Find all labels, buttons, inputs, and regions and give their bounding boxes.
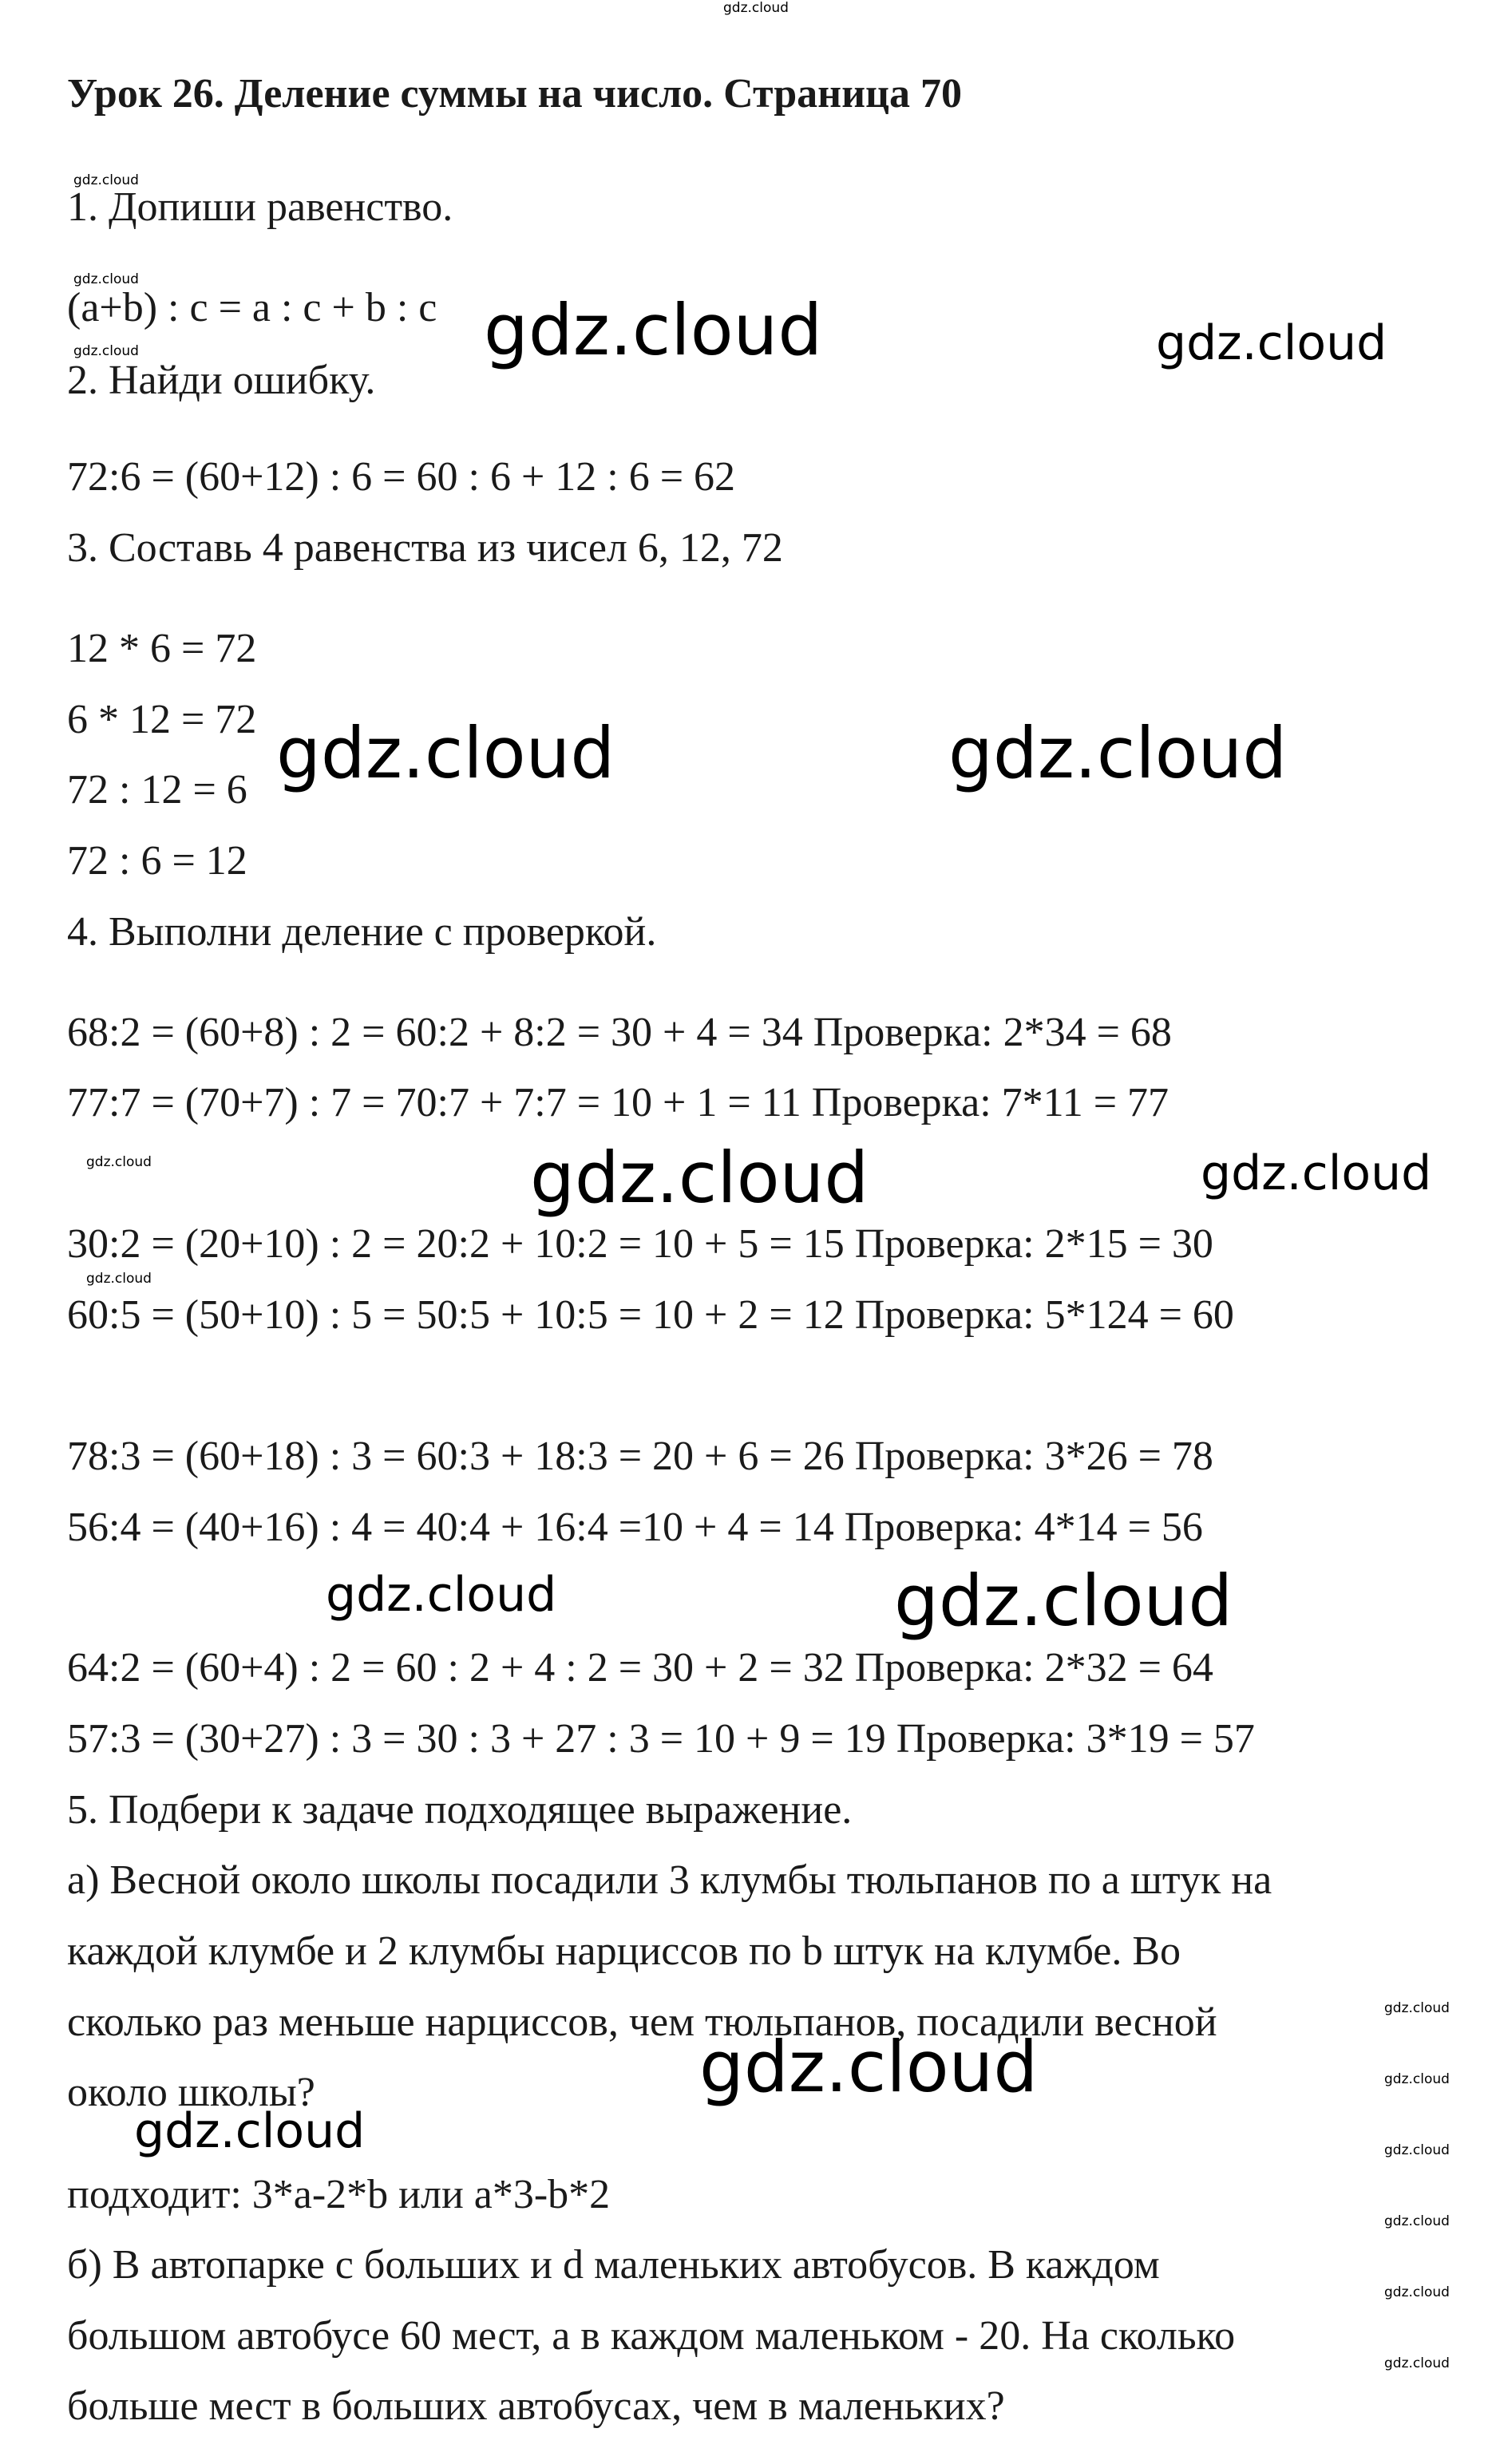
task-4-heading: 4. Выполни деление с проверкой.	[67, 909, 657, 955]
task-5b-text: больше мест в больших автобусах, чем в маленьких?	[67, 2383, 1005, 2429]
division-line: 78:3 = (60+18) : 3 = 60:3 + 18:3 = 20 + 6 = 26 Проверка: 3*26 = 78	[67, 1434, 1213, 1479]
task-5a-text: каждой клумбе и 2 клумбы нарциссов по b штук на клумбе. Во	[67, 1928, 1181, 1974]
task-2-answer: 72:6 = (60+12) : 6 = 60 : 6 + 12 : 6 = 62	[67, 454, 736, 500]
task-5b-text: б) В автопарке с больших и d маленьких автобусов. В каждом	[67, 2242, 1160, 2288]
division-line: 60:5 = (50+10) : 5 = 50:5 + 10:5 = 10 + 2 = 12 Проверка: 5*124 = 60	[67, 1292, 1234, 1338]
division-line: 77:7 = (70+7) : 7 = 70:7 + 7:7 = 10 + 1 = 11 Проверка: 7*11 = 77	[67, 1080, 1169, 1125]
watermark-small: gdz.cloud	[1384, 2355, 1450, 2371]
task-5b-text: большом автобусе 60 мест, а в каждом маленьком - 20. На сколько	[67, 2313, 1236, 2359]
equation-line: 6 * 12 = 72	[67, 697, 257, 742]
task-1-answer: (a+b) : c = a : c + b : c	[67, 285, 437, 330]
equation-line: 72 : 6 = 12	[67, 838, 247, 884]
watermark: gdz.cloud	[1156, 315, 1387, 371]
watermark-small: gdz.cloud	[1384, 2142, 1450, 2158]
watermark-small: gdz.cloud	[73, 271, 139, 287]
watermark: gdz.cloud	[530, 1137, 869, 1219]
watermark-top: gdz.cloud	[723, 0, 789, 16]
task-5a-answer: подходит: 3*a-2*b или a*3-b*2	[67, 2172, 611, 2217]
equation-line: 72 : 12 = 6	[67, 767, 247, 813]
watermark-small: gdz.cloud	[73, 343, 139, 359]
watermark: gdz.cloud	[948, 712, 1288, 794]
task-2-heading: 2. Найди ошибку.	[67, 358, 376, 403]
task-5-heading: 5. Подбери к задаче подходящее выражение.	[67, 1787, 853, 1833]
task-5a-text: сколько раз меньше нарциссов, чем тюльпанов, посадили весной	[67, 1999, 1217, 2045]
task-1-heading: 1. Допиши равенство.	[67, 184, 453, 230]
watermark: gdz.cloud	[699, 2026, 1039, 2108]
watermark: gdz.cloud	[326, 1567, 557, 1623]
watermark: gdz.cloud	[484, 289, 823, 371]
division-line: 68:2 = (60+8) : 2 = 60:2 + 8:2 = 30 + 4 = 34 Проверка: 2*34 = 68	[67, 1010, 1172, 1055]
watermark: gdz.cloud	[894, 1560, 1233, 1642]
division-line: 30:2 = (20+10) : 2 = 20:2 + 10:2 = 10 + 5 = 15 Проверка: 2*15 = 30	[67, 1221, 1213, 1267]
equation-line: 12 * 6 = 72	[67, 626, 257, 671]
division-line: 57:3 = (30+27) : 3 = 30 : 3 + 27 : 3 = 10 + 9 = 19 Проверка: 3*19 = 57	[67, 1716, 1255, 1762]
watermark-small: gdz.cloud	[1384, 2213, 1450, 2229]
page-title: Урок 26. Деление суммы на число. Страница 70	[67, 71, 963, 117]
watermark-small: gdz.cloud	[73, 172, 139, 188]
watermark-small: gdz.cloud	[1384, 2071, 1450, 2087]
watermark-small: gdz.cloud	[1384, 2000, 1450, 2016]
task-5a-text: а) Весной около школы посадили 3 клумбы тюльпанов по a штук на	[67, 1857, 1272, 1903]
watermark: gdz.cloud	[1201, 1145, 1432, 1201]
watermark: gdz.cloud	[276, 712, 615, 794]
task-5a-text: около школы?	[67, 2070, 315, 2115]
watermark: gdz.cloud	[134, 2103, 366, 2159]
watermark-small: gdz.cloud	[86, 1154, 152, 1170]
division-line: 56:4 = (40+16) : 4 = 40:4 + 16:4 =10 + 4 = 14 Проверка: 4*14 = 56	[67, 1505, 1203, 1550]
task-3-heading: 3. Составь 4 равенства из чисел 6, 12, 72	[67, 525, 783, 571]
watermark-small: gdz.cloud	[1384, 2284, 1450, 2300]
division-line: 64:2 = (60+4) : 2 = 60 : 2 + 4 : 2 = 30 + 2 = 32 Проверка: 2*32 = 64	[67, 1645, 1213, 1691]
watermark-small: gdz.cloud	[86, 1271, 152, 1287]
